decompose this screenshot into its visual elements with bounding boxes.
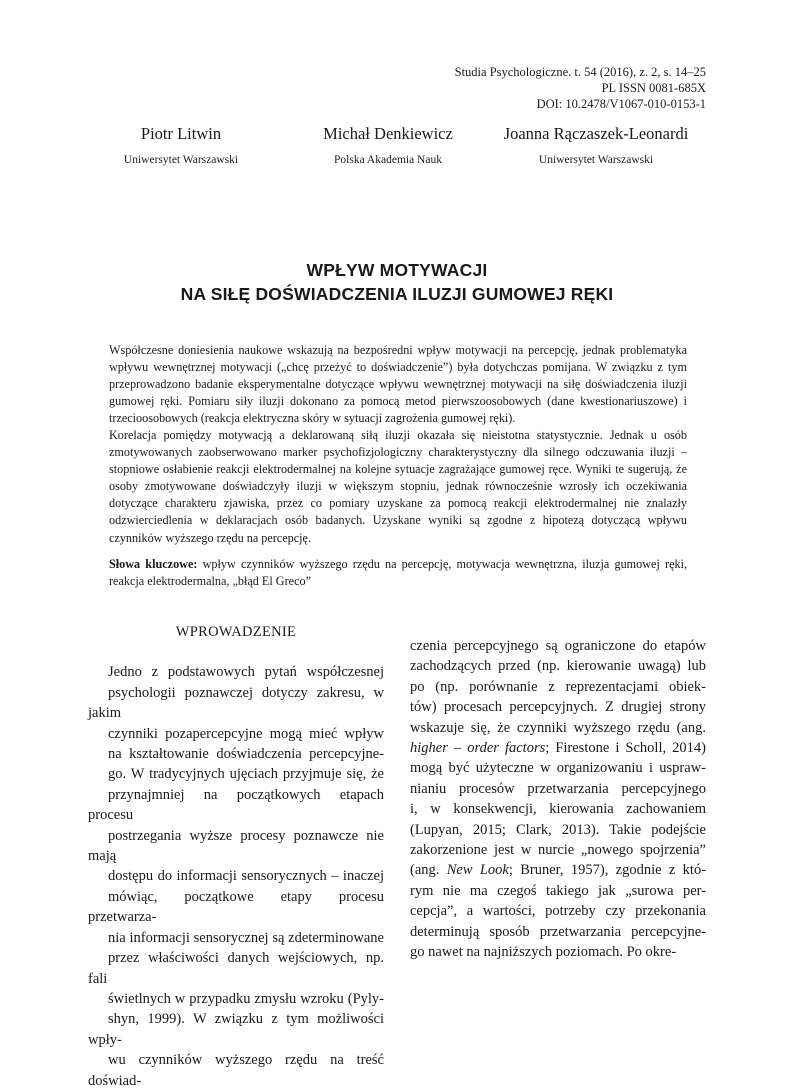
- text-line: higher – order factors; Firestone i Scholl, 2014): [410, 740, 706, 757]
- text-line: czenia percepcyjnego są ograniczone do etapów: [410, 638, 706, 654]
- text-line: (Lupyan, 2015; Clark, 2013). Takie podejście: [410, 821, 706, 838]
- doi: DOI: 10.2478/V1067-010-0153-1: [536, 97, 706, 111]
- text-line: i, w konsekwencji, kierowania zachowaniem: [410, 801, 706, 818]
- text-line: mogą być użyteczne w organizowaniu i uspraw-: [410, 760, 706, 777]
- text-line: zakorzenione jest w nurcie „nowego spojrzenia”: [410, 842, 706, 859]
- text-line: mówiąc, początkowe etapy procesu przetwarza-: [88, 888, 384, 926]
- text-line: nianiu procesów przetwarzania percepcyjnego: [410, 780, 706, 797]
- text-line: shyn, 1999). W związku z tym możliwości wpły-: [88, 1011, 384, 1048]
- author-1: [106, 124, 256, 166]
- author-affiliation: Uniwersytet Warszawski: [538, 154, 654, 166]
- journal-metadata: [455, 64, 706, 112]
- text-line: tów) procesach percepcyjnych. Z drugiej strony: [410, 699, 706, 716]
- author-name: Joanna Rączaszek-Leonardi: [503, 124, 689, 143]
- author-name: Piotr Litwin: [140, 124, 222, 143]
- author-name: Michał Denkiewicz: [323, 124, 453, 143]
- text-line: postrzegania wyższe procesy poznawcze nie mają: [88, 827, 384, 865]
- section-heading: WPROWADZENIE: [175, 624, 297, 640]
- keywords: [109, 556, 687, 590]
- text-line: dostępu do informacji sensorycznych – inaczej: [108, 868, 384, 885]
- text-line: zachodzących przed (np. kierowanie uwagą) lub: [410, 658, 706, 675]
- text-line: go nawet na najniższych poziomach. Po okre-: [410, 944, 677, 961]
- body-column-right: [410, 636, 706, 963]
- author-affiliation: Polska Akademia Nauk: [334, 154, 442, 166]
- text-line: psychologii poznawczej dotyczy zakresu, w jakim: [88, 684, 384, 722]
- title-line-1: WPŁYW MOTYWACJI: [306, 260, 488, 280]
- text-line: świetlnych w przypadku zmysłu wzroku (Pyly-: [108, 990, 384, 1007]
- issn: PL ISSN 0081-685X: [601, 81, 706, 95]
- journal-citation: Studia Psychologiczne. t. 54 (2016), z. 2, s. 14–25: [454, 65, 706, 79]
- author-2: [300, 124, 476, 166]
- body-column-left: [88, 622, 384, 1091]
- keywords-text: wpływ czynników wyższego rzędu na percepcję, motywacja wewnętrzna, iluzja gumowej ręki, reakcja elektrodermalna, „błąd El Greco”: [109, 557, 688, 588]
- paper-title: [0, 258, 794, 306]
- keywords-label: Słowa kluczowe:: [109, 557, 198, 571]
- text-line: nia informacji sensorycznej są zdeterminowane: [108, 929, 384, 946]
- text-line: rym nie ma czegoś takiego jak „surowa per-: [410, 882, 706, 899]
- abstract-paragraph-2: Korelacja pomiędzy motywacją a deklarowaną siłą iluzji okazała się nieistotna statystycznie. Jednak u osób zmotywowanych zaobserwowano marker psychofizjologiczny charakterystyczny dla silnego odczuwania iluzji – stopniowe osłabienie reakcji elektrodermalnej na kolejne sytuacje zagrażające gumowej ręce. Wyniki te sugerują, że osoby zmotywowane doświadczyły iluzji w większym stopniu, jednak równocześnie wzrosły ich oczekiwania dotyczące charakteru zjawiska, przez co pomiary uzyskane za pomocą reakcji elektrodermalnej nie znalazły odzwierciedlenia w deklaracjach osób badanych. Uzyskane wyniki są zgodne z hipotezą dotyczącą wpływu czynników wyższego rzędu na percepcję.: [109, 428, 687, 545]
- text-line: na kształtowanie doświadczenia percepcyjne-: [108, 746, 384, 763]
- text-line: przez właściwości danych wejściowych, np. fali: [88, 950, 384, 987]
- text-line: przynajmniej na początkowych etapach procesu: [88, 786, 384, 824]
- body-paragraph-left: [88, 662, 384, 1091]
- text-line: wskazuje się, że czynniki wyższego rzędu (ang.: [410, 719, 706, 736]
- abstract: [109, 342, 687, 547]
- text-line: wu czynników wyższego rzędu na treść doświad-: [88, 1052, 384, 1089]
- text-line: go. W tradycyjnych ujęciach przyjmuje się, że: [108, 766, 384, 783]
- text-line: po (np. porównanie z reprezentacjami obiek-: [410, 678, 706, 695]
- body-paragraph-right: [410, 636, 706, 963]
- text-line: Jedno z podstawowych pytań współczesnej: [108, 664, 384, 681]
- text-line: determinują sposób przetwarzania percepcyjne-: [410, 923, 706, 940]
- abstract-paragraph-1: Współczesne doniesienia naukowe wskazują na bezpośredni wpływ motywacji na percepcję, jednak problematyka wpływu wewnętrznej motywacji („chcę przeżyć to doświadczenie”) była dotychczas pomijana. W związku z tym przeprowadzono badanie eksperymentalne dotyczące wpływu wewnętrznej motywacji na siłę doświadczenia iluzji gumowej ręki. Pomiaru siły iluzji dokonano za pomocą metod pierwszoosobowych (dane kwestionariuszowe) i trzecioosobowych (reakcja elektryczna skóry w sytuacji zagrożenia gumowej ręki).: [109, 343, 687, 426]
- text-line: (ang. New Look; Bruner, 1957), zgodnie z któ-: [410, 862, 707, 879]
- author-3: [486, 124, 706, 166]
- author-list: [0, 124, 794, 184]
- text-line: cepcja”, a wartości, potrzeby czy przekonania: [410, 903, 706, 920]
- author-affiliation: Uniwersytet Warszawski: [123, 154, 239, 166]
- title-line-2: NA SIŁĘ DOŚWIADCZENIA ILUZJI GUMOWEJ RĘKI: [180, 284, 614, 304]
- text-line: czynniki pozapercepcyjne mogą mieć wpływ: [108, 725, 384, 742]
